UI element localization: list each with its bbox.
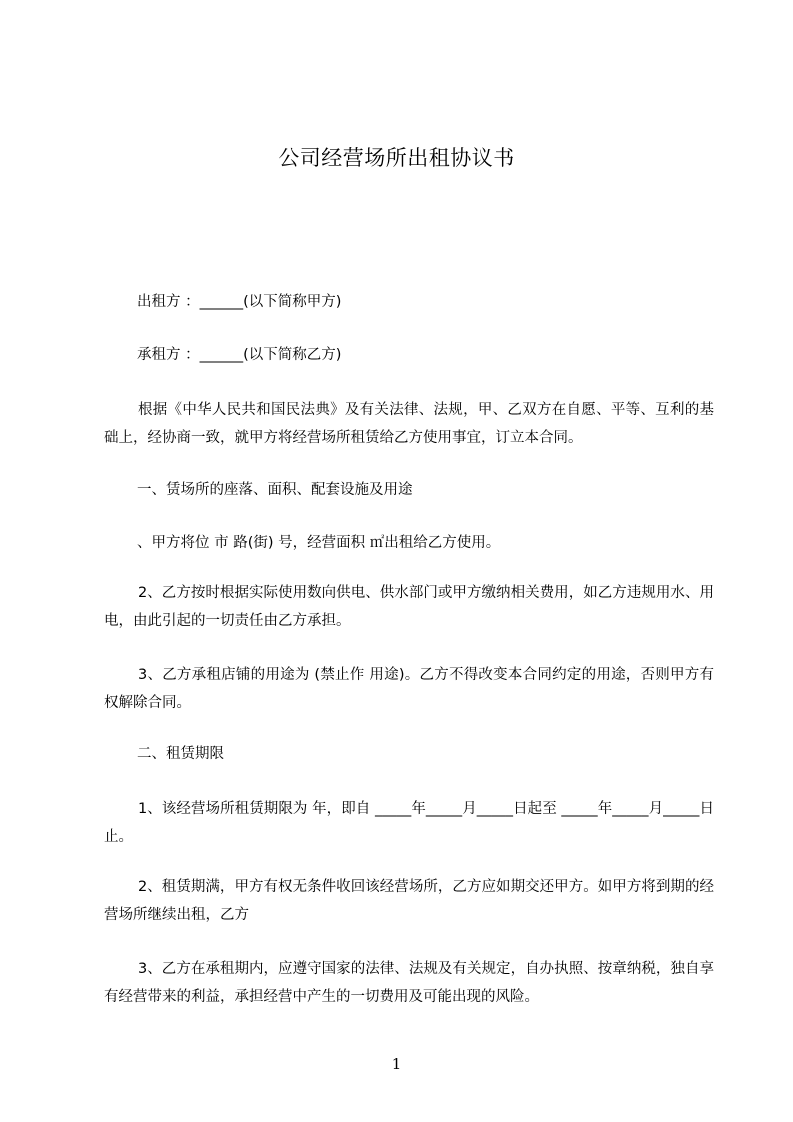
lessor-line: 出租方 ：______(以下简称甲方) (137, 294, 342, 310)
section2-clause1: 1、该经营场所租赁期限为 年，即自 _____年_____月_____日起至 _____年_____月_____日止。 (104, 801, 714, 845)
section2-heading: 二、租赁期限 (137, 746, 224, 762)
document-title: 公司经营场所出租协议书 (278, 146, 515, 170)
section1-clause3: 3、乙方承租店铺的用途为 (禁止作 用途)。乙方不得改变本合同约定的用途，否则甲方有权解除合同。 (104, 667, 714, 711)
page-number: 1 (391, 1055, 402, 1073)
section2-clause2: 2、租赁期满，甲方有权无条件收回该经营场所，乙方应如期交还甲方。如甲方将到期的经营场所继续出租，乙方 (104, 879, 714, 923)
section1-clause1: 、甲方将位 市 路(街) 号，经营面积 ㎡出租给乙方使用。 (137, 535, 501, 551)
section1-heading: 一、赁场所的座落、面积、配套设施及用途 (137, 482, 413, 498)
section2-clause3: 3、乙方在承租期内，应遵守国家的法律、法规及有关规定，自办执照、按章纳税，独自享有经营带来的利益，承担经营中产生的一切费用及可能出现的风险。 (104, 961, 714, 1005)
section1-clause2: 2、乙方按时根据实际使用数向供电、供水部门或甲方缴纳相关费用，如乙方违规用水、用电，由此引起的一切责任由乙方承担。 (104, 585, 714, 629)
preamble-paragraph: 根据《中华人民共和国民法典》及有关法律、法规，甲、乙双方在自愿、平等、互利的基础上，经协商一致，就甲方将经营场所租赁给乙方使用事宜，订立本合同。 (104, 402, 714, 446)
lessee-line: 承租方 ：______(以下简称乙方) (137, 347, 342, 363)
